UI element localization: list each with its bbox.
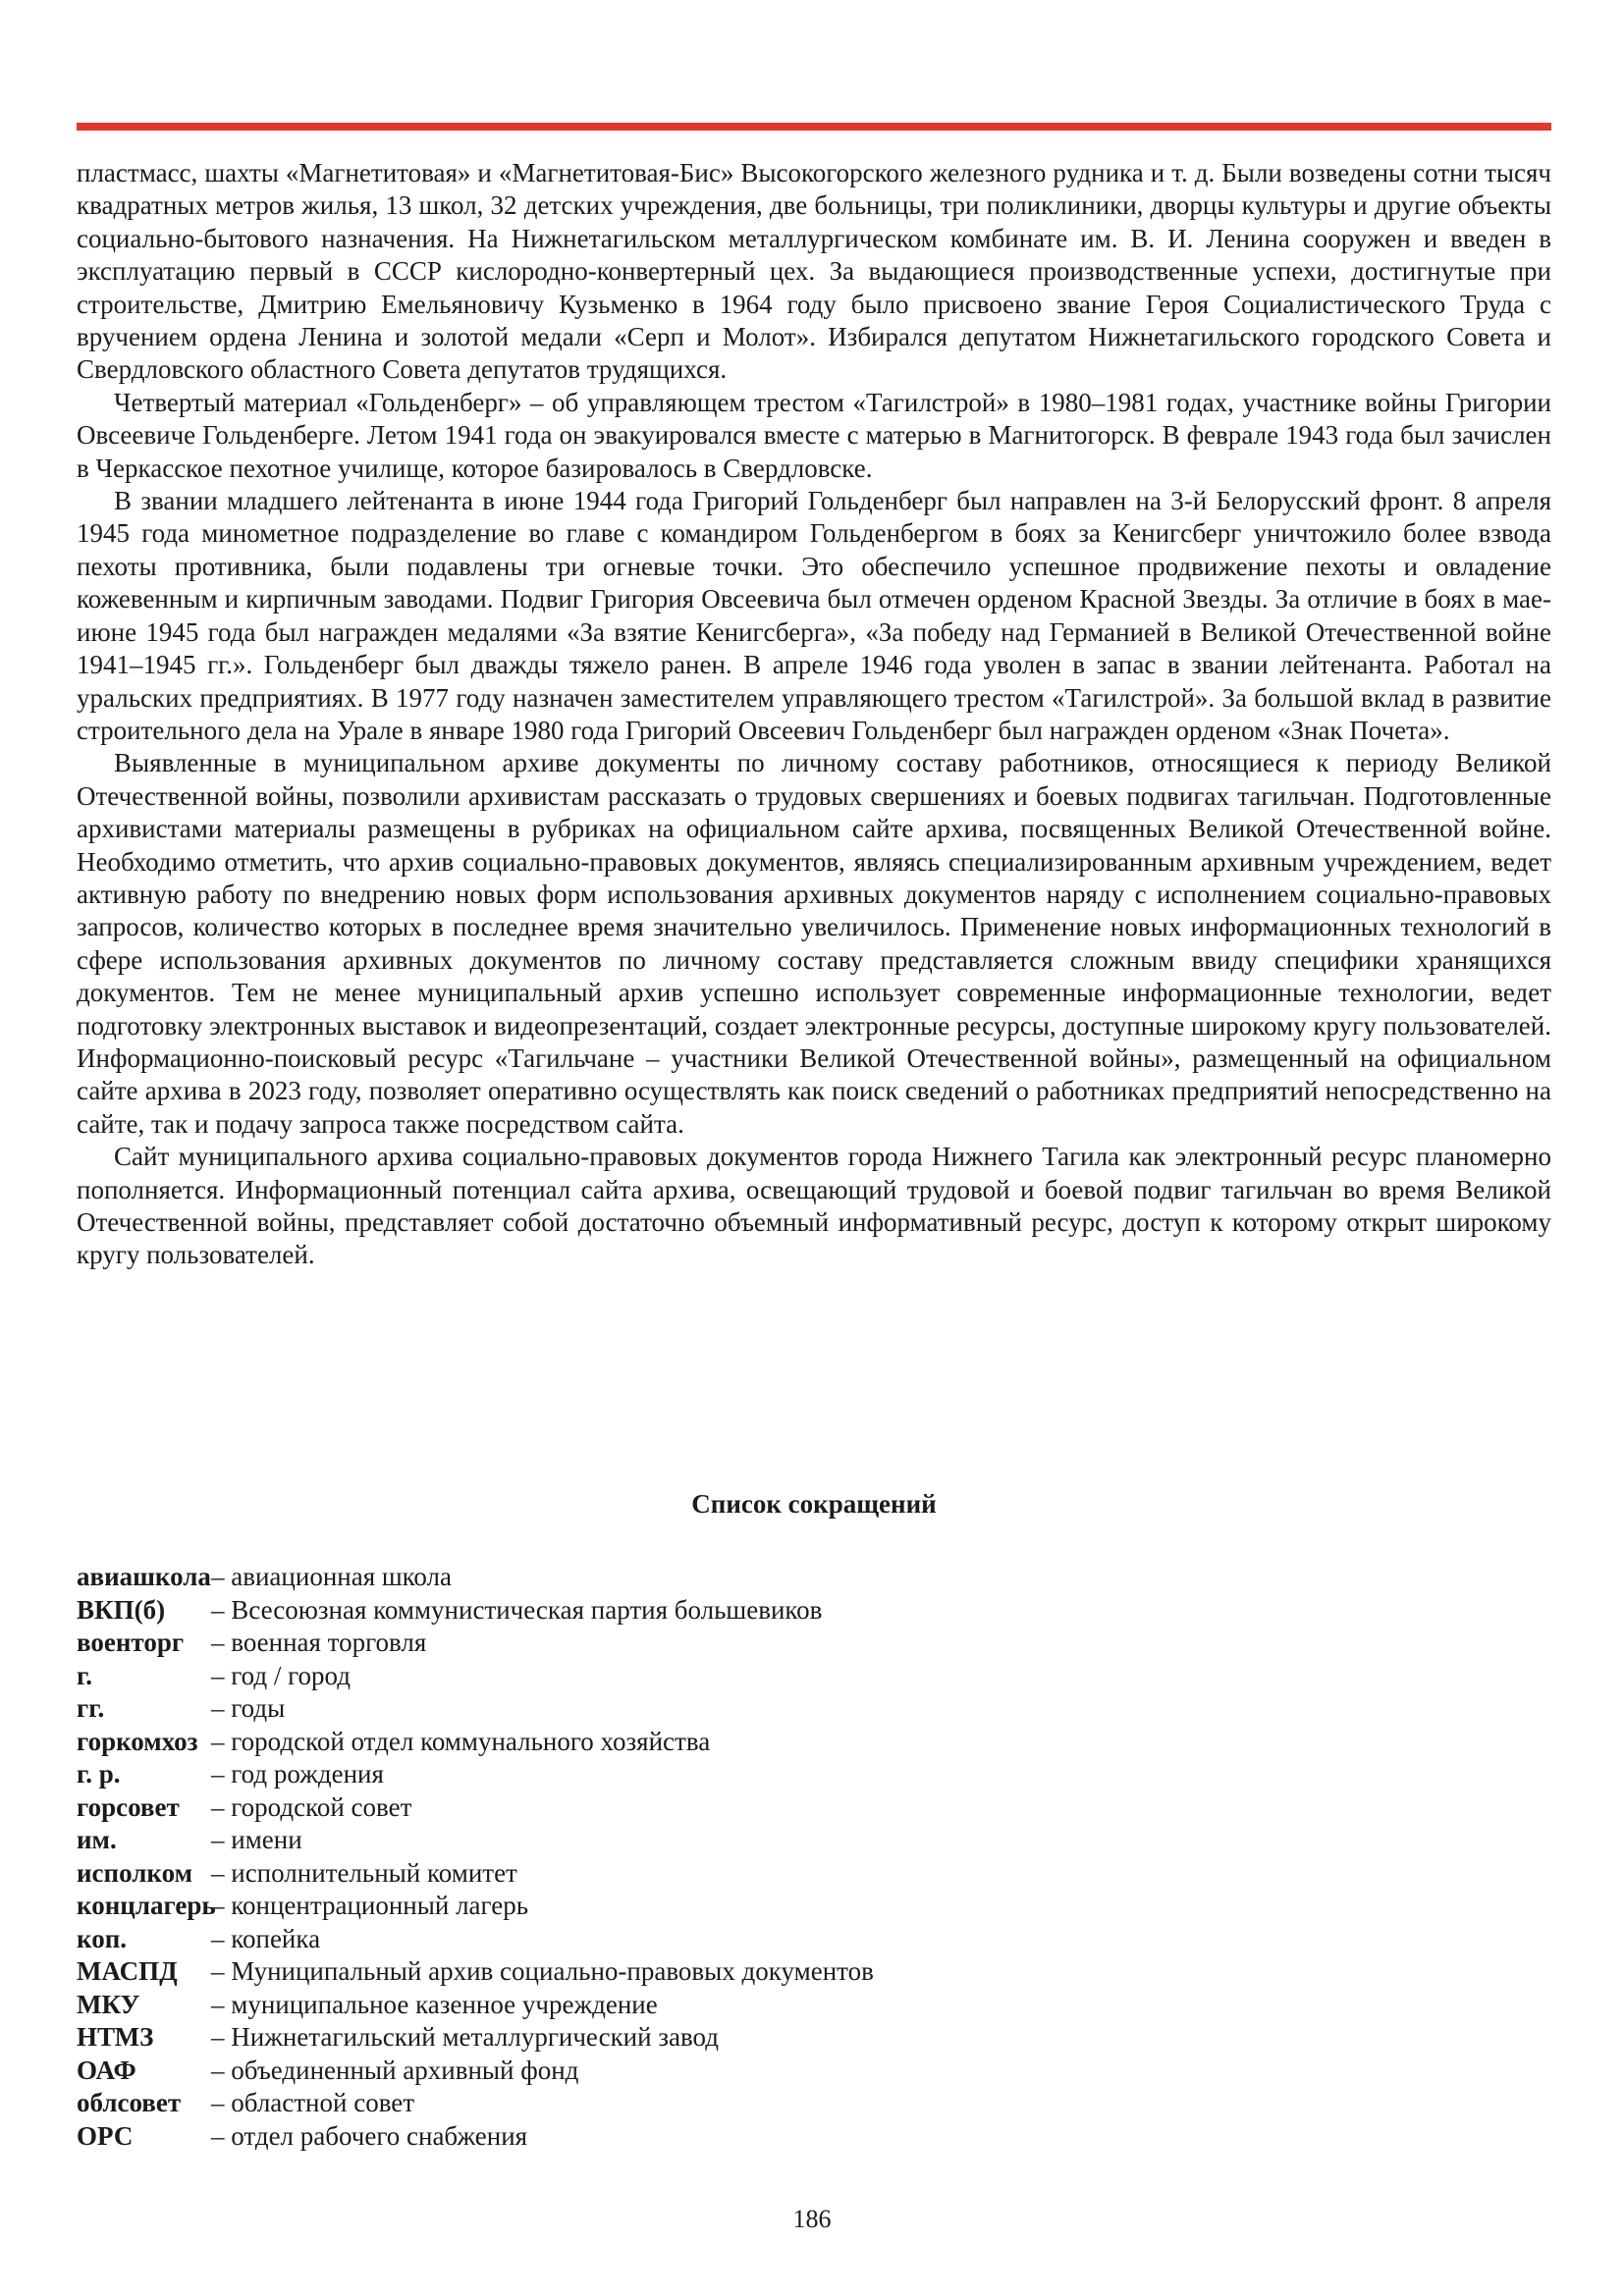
abbreviation-term: ВКП(б) [77, 1594, 166, 1625]
abbreviation-definition: – объединенный архивный фонд [211, 2055, 579, 2085]
abbreviation-definition: – год рождения [211, 1759, 384, 1789]
page-number: 186 [792, 2205, 832, 2233]
abbreviation-term: концлагерь [77, 1891, 216, 1920]
abbreviation-definition: – концентрационный лагерь [211, 1891, 529, 1920]
abbreviation-term: горкомхоз [77, 1726, 198, 1756]
abbreviation-term: им. [77, 1825, 117, 1854]
abbreviation-definition: – годы [211, 1693, 286, 1723]
abbreviation-definition: – исполнительный комитет [211, 1857, 517, 1888]
abbreviation-term: исполком [77, 1857, 192, 1888]
abbreviation-row [77, 2120, 1551, 2154]
abbreviation-term: ОАФ [77, 2055, 136, 2085]
abbreviation-definition: – Нижнетагильский металлургический завод [211, 2022, 720, 2052]
body-paragraph: пластмасс, шахты «Магнетитовая» и «Магнетитовая-Бис» Высокогорского железного рудника и т. д. Были возведены сотни тысяч квадратных метров жилья, 13 школ, 32 детских учреждения, две больницы, три поликлиники, дворцы культуры и другие объекты социально-бытового назначения. На Нижнетагильском металлургическом комбинате им. В. И. Ленина сооружен и введен в эксплуатацию первый в СССР кислородно-конвертерный цех. За выдающиеся производственные успехи, достигнутые при строительстве, Дмитрию Емельяновичу Кузьменко в 1964 году было присвоено звание Героя Социалистического Труда с вручением ордена Ленина и золотой медали «Серп и Молот». Избирался депутатом Нижнетагильского городского Совета и Свердловского областного Совета депутатов трудящихся. [77, 158, 1551, 385]
abbreviation-row [77, 1955, 1551, 1989]
abbreviation-definition: – имени [211, 1825, 302, 1854]
body-paragraph: Сайт муниципального архива социально-правовых документов города Нижнего Тагила как электронный ресурс планомерно пополняется. Информационный потенциал сайта архива, освещающий трудовой и боевой подвиг тагильчан во время Великой Отечественной войны, представляет собой достаточно объемный информативный ресурс, доступ к которому открыт широкому кругу пользователей. [77, 1142, 1551, 1270]
abbreviation-definition: – городской отдел коммунального хозяйства [211, 1726, 711, 1756]
abbreviation-term: авиашкола [77, 1562, 211, 1591]
abbreviation-row [77, 1726, 1551, 1759]
body-paragraph: Выявленные в муниципальном архиве документы по личному составу работников, относящиеся к периоду Великой Отечественной войны, позволили архивистам рассказать о трудовых свершениях и боевых подвигах тагильчан. Подготовленные архивистами материалы размещены в рубриках на официальном сайте архива, посвященных Великой Отечественной войне. Необходимо отметить, что архив социально-правовых документов, являясь специализированным архивным учреждением, ведет активную работу по внедрению новых форм использования архивных документов наряду с исполнением социально-правовых запросов, количество которых в последнее время значительно увеличилось. Применение новых информационных технологий в сфере использования архивных документов по личному составу представляется сложным ввиду специфики хранящихся документов. Тем не менее муниципальный архив успешно использует современные информационные технологии, ведет подготовку электронных выставок и видеопрезентаций, создает электронные ресурсы, доступные широкому кругу пользователей. Информационно-поисковый ресурс «Тагильчане – участники Великой Отечественной войны», размещенный на официальном сайте архива в 2023 году, позволяет оперативно осуществлять как поиск сведений о работниках предприятий непосредственно на сайте, так и подачу запроса также посредством сайта. [77, 748, 1551, 1139]
abbreviation-term: коп. [77, 1923, 128, 1953]
abbreviation-row [77, 1890, 1551, 1923]
abbreviation-definition: – Всесоюзная коммунистическая партия большевиков [211, 1594, 823, 1625]
abbreviation-row [77, 1692, 1551, 1726]
abbreviation-term: МАСПД [77, 1956, 178, 1986]
abbreviation-row [77, 1627, 1551, 1660]
abbreviation-row [77, 1561, 1551, 1594]
abbreviation-definition: – копейка [211, 1923, 321, 1953]
abbreviation-row [77, 1660, 1551, 1693]
abbreviation-definition: – авиационная школа [211, 1562, 453, 1591]
abbreviation-term: военторг [77, 1628, 185, 1657]
abbreviation-row [77, 2055, 1551, 2088]
abbreviations-list [77, 1561, 1551, 2153]
abbreviation-term: НТМЗ [77, 2022, 154, 2052]
body-text [77, 157, 1551, 1484]
body-paragraph: В звании младшего лейтенанта в июне 1944 года Григорий Гольденберг был направлен на 3-й Белорусский фронт. 8 апреля 1945 года минометное подразделение во главе с командиром Гольденбергом в боях за Кенигсберг уничтожило более взвода пехоты противника, были подавлены три огневые точки. Это обеспечило успешное продвижение пехоты и овладение кожевенным и кирпичным заводами. Подвиг Григория Овсеевича был отмечен орденом Красной Звезды. За отличие в боях в мае-июне 1945 года был награжден медалями «За взятие Кенигсберга», «За победу над Германией в Великой Отечественной войне 1941–1945 гг.». Гольденберг был дважды тяжело ранен. В апреле 1946 года уволен в запас в звании лейтенанта. Работал на уральских предприятиях. В 1977 году назначен заместителем управляющего трестом «Тагилстрой». За большой вклад в развитие строительного дела на Урале в январе 1980 года Григорий Овсеевич Гольденберг был награжден орденом «Знак Почета». [77, 486, 1551, 745]
abbreviation-row [77, 1758, 1551, 1791]
abbreviation-row [77, 1989, 1551, 2022]
abbreviation-row [77, 1824, 1551, 1857]
abbreviation-definition: – Муниципальный архив социально-правовых документов [211, 1956, 874, 1986]
abbreviation-row [77, 1857, 1551, 1891]
abbreviation-term: МКУ [77, 1989, 140, 2019]
abbreviation-term: г. [77, 1660, 92, 1690]
abbreviations-heading: Список сокращений [691, 1489, 937, 1519]
abbreviation-term: гг. [77, 1693, 105, 1723]
abbreviation-row [77, 2021, 1551, 2055]
body-paragraph: Четвертый материал «Гольденберг» – об управляющем трестом «Тагилстрой» в 1980–1981 годах, участнике войны Григории Овсеевиче Гольденберге. Летом 1941 года он эвакуировался вместе с матерью в Магнитогорск. В феврале 1943 года был зачислен в Черкасское пехотное училище, которое базировалось в Свердловске. [77, 387, 1551, 483]
abbreviation-definition: – год / город [211, 1660, 351, 1690]
abbreviation-row [77, 2087, 1551, 2120]
abbreviation-row [77, 1594, 1551, 1628]
top-red-rule [77, 123, 1551, 131]
abbreviation-term: горсовет [77, 1791, 180, 1822]
abbreviation-term: облсовет [77, 2088, 182, 2117]
abbreviation-definition: – военная торговля [211, 1628, 427, 1657]
abbreviation-definition: – городской совет [211, 1791, 412, 1822]
abbreviation-row [77, 1923, 1551, 1956]
abbreviation-row [77, 1791, 1551, 1825]
abbreviation-definition: – областной совет [211, 2088, 415, 2117]
abbreviation-definition: – отдел рабочего снабжения [211, 2120, 528, 2151]
abbreviation-definition: – муниципальное казенное учреждение [211, 1989, 658, 2019]
abbreviation-term: г. р. [77, 1759, 121, 1789]
abbreviation-term: ОРС [77, 2120, 134, 2151]
